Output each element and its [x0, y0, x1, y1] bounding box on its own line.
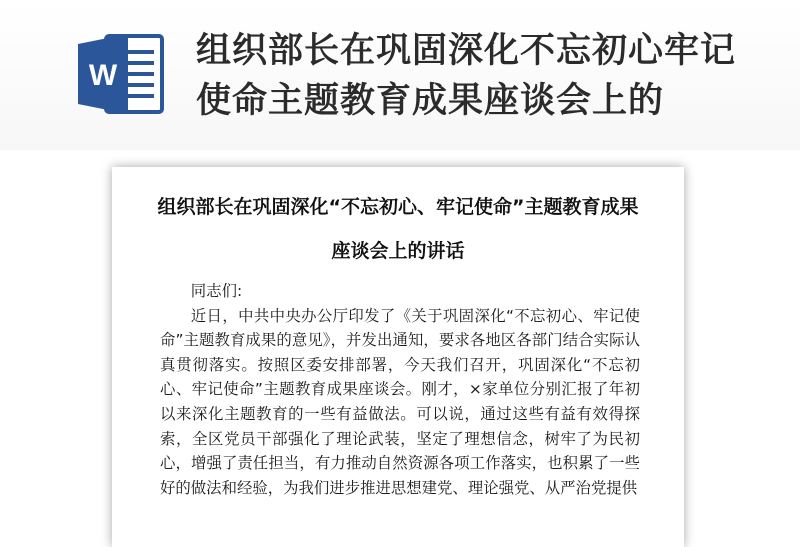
salutation: 同志们:	[190, 282, 243, 300]
header-banner	[0, 0, 800, 150]
paragraph: 近日，中共中央办公厅印发了《关于巩固深化“不忘初心、牢记使命”主题教育成果的意见》，并发出通知，要求各地区各部门结合实际认真贯彻落实。按照区委安排部署，今天我们召开，巩固深化“不忘初心、牢记使命”主题教育成果座谈会。刚才，×家单位分别汇报了年初以来深化主题教育的一些有益做法。可以说，通过这些有益有效得探索，全区党员干部强化了理论武装，坚定了理想信念，树牢了为民初心，增强了责任担当，有力推动自然资源各项工作落实，也积累了一些好的做法和经验，为我们进步推进思想建党、理论强党、从严治党提供	[160, 306, 640, 497]
page-title: 组织部长在巩固深化不忘初心牢记使命主题教育成果座谈会上的	[196, 31, 737, 121]
word-document-icon	[76, 30, 166, 118]
word-icon-letter: W	[88, 59, 118, 92]
document-title: 组织部长在巩固深化“不忘初心、牢记使命”主题教育成果座谈会上的讲话	[157, 196, 639, 262]
document-body	[160, 279, 640, 500]
document-page	[112, 167, 684, 547]
